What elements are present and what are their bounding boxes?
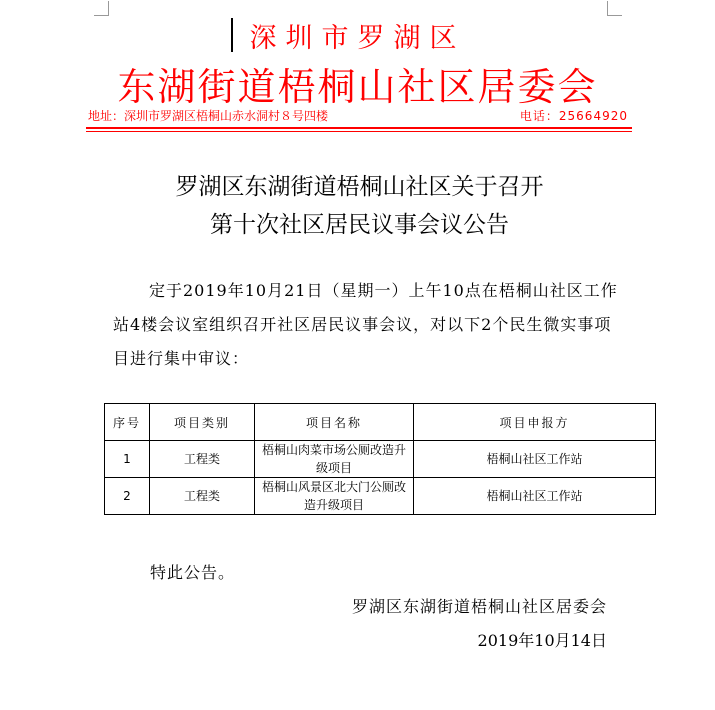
cell-category: 工程类 — [150, 478, 255, 515]
page-corner-mark — [94, 1, 109, 16]
letterhead-district: 深圳市罗湖区 — [249, 23, 466, 54]
cell-category: 工程类 — [150, 441, 255, 478]
table-row — [105, 478, 656, 515]
table-row — [105, 441, 656, 478]
page-corner-mark — [607, 1, 622, 16]
issue-date: 2019年10月14日 — [477, 631, 607, 650]
table-header-row — [105, 404, 656, 441]
letterhead-phone: 电话：25664920 — [519, 109, 628, 123]
notice-title-line: 罗湖区东湖街道梧桐山社区关于召开 — [175, 174, 544, 200]
cell-applicant: 梧桐山社区工作站 — [414, 441, 656, 478]
signer: 罗湖区东湖街道梧桐山社区居委会 — [351, 597, 607, 616]
notice-body-text: 定于2019年10月21日（星期一）上午10点在梧桐山社区工作站4楼会议室组织召开社区居民议事会议，对以下2个民生微实事项目进行集中审议： — [113, 281, 618, 368]
cell-seq: 1 — [105, 441, 150, 478]
letterhead-organization: 东湖街道梧桐山社区居委会 — [117, 65, 598, 109]
cell-name: 梧桐山肉菜市场公厕改造升级项目 — [255, 441, 414, 478]
letterhead-rule-thin — [86, 131, 632, 132]
cell-applicant: 梧桐山社区工作站 — [414, 478, 656, 515]
cell-seq: 2 — [105, 478, 150, 515]
cell-name: 梧桐山风景区北大门公厕改造升级项目 — [255, 478, 414, 515]
letterhead-address: 地址：深圳市罗湖区梧桐山赤水洞村８号四楼 — [88, 109, 329, 123]
header-applicant: 项目申报方 — [414, 404, 656, 441]
letterhead-rule — [86, 127, 632, 129]
notice-title — [0, 168, 715, 244]
header-name: 项目名称 — [255, 404, 414, 441]
project-table — [104, 403, 656, 515]
closing-text: 特此公告。 — [150, 563, 236, 582]
notice-body — [113, 274, 618, 376]
header-category: 项目类别 — [150, 404, 255, 441]
notice-title-line: 第十次社区居民议事会议公告 — [210, 212, 509, 238]
header-seq: 序号 — [105, 404, 150, 441]
